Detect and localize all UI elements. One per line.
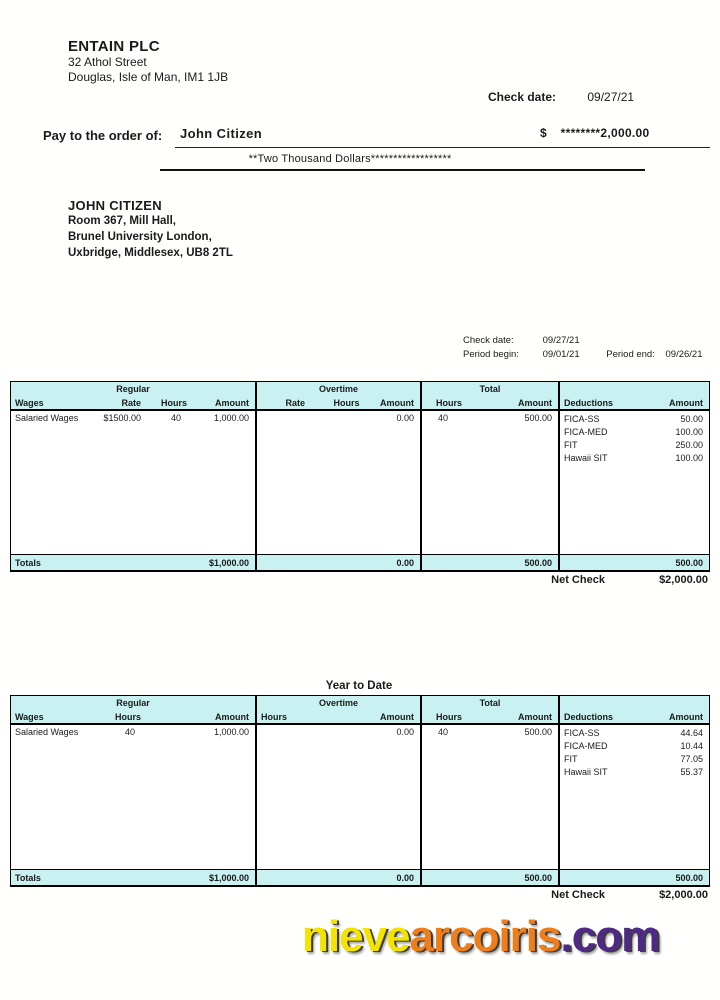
deduction-row xyxy=(560,452,709,465)
ytd-regular-data-row xyxy=(11,725,255,737)
ytd-overtime-panel xyxy=(255,696,420,885)
period-begin-label: Period begin: xyxy=(463,349,519,360)
ytd-col-wages: Wages xyxy=(15,711,44,722)
ytd-net-check-amount: $2,000.00 xyxy=(659,889,708,901)
check-date-label: Check date: xyxy=(488,90,557,104)
ytd-deductions-total-value: 500.00 xyxy=(675,872,703,883)
ytd-totals-label: Totals xyxy=(15,872,41,883)
company-block xyxy=(68,38,228,85)
ot-amount-value: 0.00 xyxy=(396,413,414,423)
pay-to-label: Pay to the order of: xyxy=(43,128,163,143)
stub-check-date-label: Check date: xyxy=(463,335,514,346)
ytd-col-total-amount: Amount xyxy=(518,711,552,722)
deductions-totals-row xyxy=(560,554,709,570)
payee-address-name: JOHN CITIZEN xyxy=(68,198,162,213)
ytd-regular-panel xyxy=(11,696,255,885)
deductions-panel xyxy=(558,382,709,570)
total-panel xyxy=(420,382,558,570)
overtime-data-row xyxy=(257,411,420,423)
ytd-total-data-row xyxy=(422,725,558,737)
ytd-col-hours: Hours xyxy=(114,711,141,722)
total-amount-value: 500.00 xyxy=(524,413,552,423)
deduction-name: FICA-MED xyxy=(564,427,608,437)
ytd-amount-value: 1,000.00 xyxy=(213,727,249,737)
ytd-deduction-row xyxy=(560,740,709,753)
amount-numeric: ********2,000.00 xyxy=(560,126,650,140)
deduction-amount: 10.44 xyxy=(680,741,703,751)
payee-address-line1: Room 367, Mill Hall, xyxy=(68,215,176,227)
ytd-col-ot-amount: Amount xyxy=(380,711,414,722)
col-header-deductions: Deductions xyxy=(564,397,614,408)
deduction-amount: 100.00 xyxy=(675,427,703,437)
totals-label: Totals xyxy=(15,557,41,568)
deduction-amount: 77.05 xyxy=(680,754,703,764)
col-header-total-hours: Hours xyxy=(436,397,463,408)
amount-value: 1,000.00 xyxy=(213,413,249,423)
deduction-name: Hawaii SIT xyxy=(564,453,608,463)
logo-part-arcoiris: arcoiris xyxy=(409,912,561,961)
amount-words-underline xyxy=(160,152,645,171)
company-name: ENTAIN PLC xyxy=(68,38,160,55)
net-check-row xyxy=(10,574,708,586)
ytd-net-check-label: Net Check xyxy=(551,889,605,901)
ytd-title: Year to Date xyxy=(325,680,393,692)
ytd-overtime-total-value: 0.00 xyxy=(396,872,414,883)
ytd-total-totals-row xyxy=(422,869,558,885)
logo-part-nieve: nieve xyxy=(302,912,410,961)
col-header-amount: Amount xyxy=(215,397,249,408)
col-header-ded-amount: Amount xyxy=(669,397,703,408)
current-period-table xyxy=(10,381,710,572)
ytd-col-deductions: Deductions xyxy=(564,711,614,722)
ytd-regular-totals-row xyxy=(11,869,255,885)
ytd-total-total-value: 500.00 xyxy=(524,872,552,883)
company-address-line1: 32 Athol Street xyxy=(68,55,147,69)
ytd-col-ded-amount: Amount xyxy=(669,711,703,722)
ytd-regular-total-value: $1,000.00 xyxy=(208,872,249,883)
amount-underline xyxy=(537,130,710,148)
ytd-deductions-totals-row xyxy=(560,869,709,885)
deduction-name: Hawaii SIT xyxy=(564,767,608,777)
ytd-hours-value: 40 xyxy=(124,727,135,737)
deduction-row xyxy=(560,413,709,426)
company-address-line2: Douglas, Isle of Man, IM1 1JB xyxy=(68,70,229,84)
ytd-deductions-panel xyxy=(558,696,709,885)
ytd-table xyxy=(10,695,710,887)
overtime-totals-row xyxy=(257,554,420,570)
payee-name: John Citizen xyxy=(180,126,263,141)
ytd-deduction-row xyxy=(560,753,709,766)
ytd-total-amount-value: 500.00 xyxy=(524,727,552,737)
deduction-row xyxy=(560,426,709,439)
regular-data-row xyxy=(11,411,255,423)
col-header-ot-hours: Hours xyxy=(333,397,360,408)
col-header-ot-rate: Rate xyxy=(285,397,305,408)
wages-value: Salaried Wages xyxy=(15,413,79,423)
period-begin-value: 09/01/21 xyxy=(542,349,580,360)
ytd-net-check-row xyxy=(10,889,708,901)
deduction-row xyxy=(560,439,709,452)
ytd-regular-group-header: Regular xyxy=(116,698,150,708)
logo-part-com: .com xyxy=(560,912,660,961)
payee-name-underline xyxy=(175,130,540,148)
ytd-total-hours-value: 40 xyxy=(438,727,449,737)
currency-symbol: $ xyxy=(540,126,547,140)
ytd-col-total-hours: Hours xyxy=(436,711,463,722)
ytd-col-amount: Amount xyxy=(215,711,249,722)
total-totals-row xyxy=(422,554,558,570)
period-end-value: 09/26/21 xyxy=(665,349,703,360)
col-header-total-amount: Amount xyxy=(518,397,552,408)
ytd-col-ot-hours: Hours xyxy=(261,711,288,722)
col-header-rate: Rate xyxy=(121,397,141,408)
rate-value: $1500.00 xyxy=(103,413,141,423)
deduction-name: FICA-SS xyxy=(564,414,600,424)
check-date-row xyxy=(488,90,634,104)
regular-total-value: $1,000.00 xyxy=(208,557,249,568)
ytd-total-group-header: Total xyxy=(479,698,501,708)
deduction-name: FIT xyxy=(564,754,578,764)
ytd-ot-amount-value: 0.00 xyxy=(396,727,414,737)
total-data-row xyxy=(422,411,558,423)
deduction-name: FICA-MED xyxy=(564,741,608,751)
overtime-panel xyxy=(255,382,420,570)
ytd-overtime-totals-row xyxy=(257,869,420,885)
total-hours-value: 40 xyxy=(438,413,449,423)
regular-totals-row xyxy=(11,554,255,570)
deduction-amount: 44.64 xyxy=(680,728,703,738)
ytd-wages-value: Salaried Wages xyxy=(15,727,79,737)
ytd-deduction-row xyxy=(560,766,709,779)
ytd-total-panel xyxy=(420,696,558,885)
payee-address-block xyxy=(68,198,233,261)
ytd-deduction-row xyxy=(560,727,709,740)
col-header-wages: Wages xyxy=(15,397,44,408)
deduction-amount: 250.00 xyxy=(675,440,703,450)
deduction-amount: 55.37 xyxy=(680,767,703,777)
col-header-hours: Hours xyxy=(160,397,187,408)
payee-address-line2: Brunel University London, xyxy=(68,231,212,243)
net-check-label: Net Check xyxy=(551,574,605,586)
total-total-value: 500.00 xyxy=(524,557,552,568)
ytd-overtime-data-row xyxy=(257,725,420,737)
deduction-name: FIT xyxy=(564,440,578,450)
deductions-total-value: 500.00 xyxy=(675,557,703,568)
check-date-value: 09/27/21 xyxy=(587,90,635,104)
regular-panel xyxy=(11,382,255,570)
payee-address-line3: Uxbridge, Middlesex, UB8 2TL xyxy=(68,247,233,259)
overtime-total-value: 0.00 xyxy=(396,557,414,568)
stub-dates-block xyxy=(463,335,702,360)
hours-value: 40 xyxy=(170,413,181,423)
total-group-header: Total xyxy=(479,384,501,394)
overtime-group-header: Overtime xyxy=(318,384,359,394)
deduction-amount: 100.00 xyxy=(675,453,703,463)
deduction-amount: 50.00 xyxy=(680,414,703,424)
ytd-overtime-group-header: Overtime xyxy=(318,698,359,708)
deduction-name: FICA-SS xyxy=(564,728,600,738)
watermark-logo xyxy=(302,912,659,962)
col-header-ot-amount: Amount xyxy=(380,397,414,408)
stub-check-date-value: 09/27/21 xyxy=(542,335,580,346)
period-end-label: Period end: xyxy=(606,349,655,360)
amount-in-words: **Two Thousand Dollars****************** xyxy=(248,153,452,165)
net-check-amount: $2,000.00 xyxy=(659,574,708,586)
regular-group-header: Regular xyxy=(116,384,150,394)
